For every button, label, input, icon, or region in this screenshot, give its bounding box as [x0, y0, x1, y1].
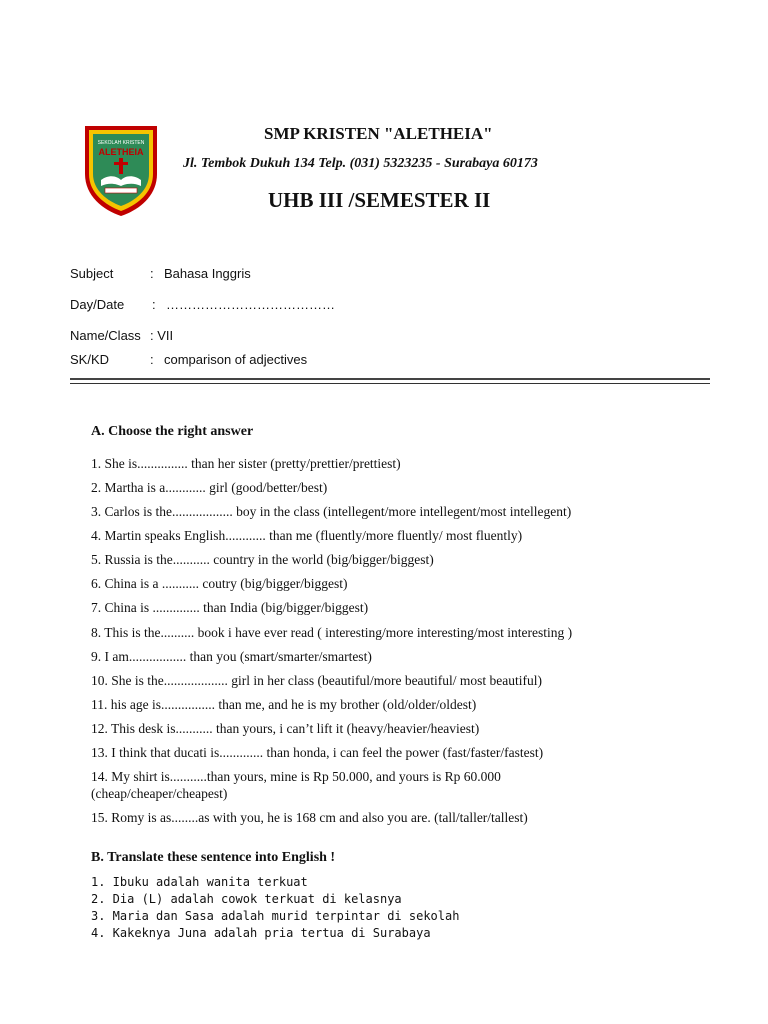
- list-item: 1. She is............... than her sister (pretty/prettier/prettiest): [91, 456, 401, 471]
- list-item: 2. Martha is a............ girl (good/better/best): [91, 480, 328, 495]
- list-item: 3. Maria dan Sasa adalah murid terpintar di sekolah: [91, 909, 460, 923]
- info-value: Bahasa Inggris: [164, 266, 251, 281]
- list-item: 13. I think that ducati is............. than honda, i can feel the power (fast/faster/fastest): [91, 745, 544, 760]
- school-name-text: SMP KRISTEN "ALETHEIA": [264, 124, 493, 143]
- divider-top: [70, 378, 710, 380]
- info-colon: :: [152, 297, 156, 312]
- list-item: 5. Russia is the........... country in the world (big/bigger/biggest): [91, 552, 434, 567]
- info-colon: :: [150, 266, 154, 281]
- list-item: 10. She is the................... girl in her class (beautiful/more beautiful/ most beautiful): [91, 673, 543, 688]
- school-address: Jl. Tembok Dukuh 134 Telp. (031) 5323235 - Surabaya 60173: [183, 156, 538, 171]
- exam-title: UHB III /SEMESTER II: [268, 188, 491, 212]
- list-item: 12. This desk is........... than yours, i can’t lift it (heavy/heavier/heaviest): [91, 721, 480, 736]
- list-item: 2. Dia (L) adalah cowok terkuat di kelasnya: [91, 892, 402, 906]
- list-item: 8. This is the.......... book i have ever read ( interesting/more interesting/most interesting ): [91, 625, 573, 640]
- info-label: Day/Date: [70, 297, 125, 312]
- info-colon: : VII: [150, 328, 174, 343]
- list-item: (cheap/cheaper/cheapest): [91, 786, 228, 801]
- school-logo-icon: [81, 122, 161, 218]
- list-item: 6. China is a ........... coutry (big/bigger/biggest): [91, 576, 348, 591]
- logo-top-text: SEKOLAH KRISTEN: [97, 140, 145, 146]
- info-value: comparison of adjectives: [164, 352, 308, 367]
- section-a-title: A. Choose the right answer: [91, 424, 254, 439]
- list-item: 4. Kakeknya Juna adalah pria tertua di Surabaya: [91, 926, 431, 940]
- info-label: SK/KD: [70, 352, 110, 367]
- info-value: …………………………………: [166, 297, 335, 312]
- info-label: Name/Class: [70, 328, 141, 343]
- list-item: 15. Romy is as........as with you, he is 168 cm and also you are. (tall/taller/tallest): [91, 810, 528, 825]
- list-item: 4. Martin speaks English............ than me (fluently/more fluently/ most fluently): [91, 528, 523, 543]
- info-label: Subject: [70, 266, 114, 281]
- list-item: 1. Ibuku adalah wanita terkuat: [91, 875, 308, 889]
- list-item: 7. China is .............. than India (big/bigger/biggest): [91, 600, 369, 615]
- list-item: 9. I am................. than you (smart/smarter/smartest): [91, 649, 372, 664]
- list-item: 3. Carlos is the.................. boy in the class (intellegent/more intellegent/most intellegent): [91, 504, 572, 519]
- section-b-title: B. Translate these sentence into English !: [91, 850, 336, 865]
- info-colon: :: [150, 352, 154, 367]
- logo-name-text: ALETHEIA: [98, 147, 144, 157]
- divider-bottom: [70, 383, 710, 384]
- list-item: 11. his age is................ than me, and he is my brother (old/older/oldest): [91, 697, 477, 712]
- list-item: 14. My shirt is...........than yours, mine is Rp 50.000, and yours is Rp 60.000: [91, 769, 501, 784]
